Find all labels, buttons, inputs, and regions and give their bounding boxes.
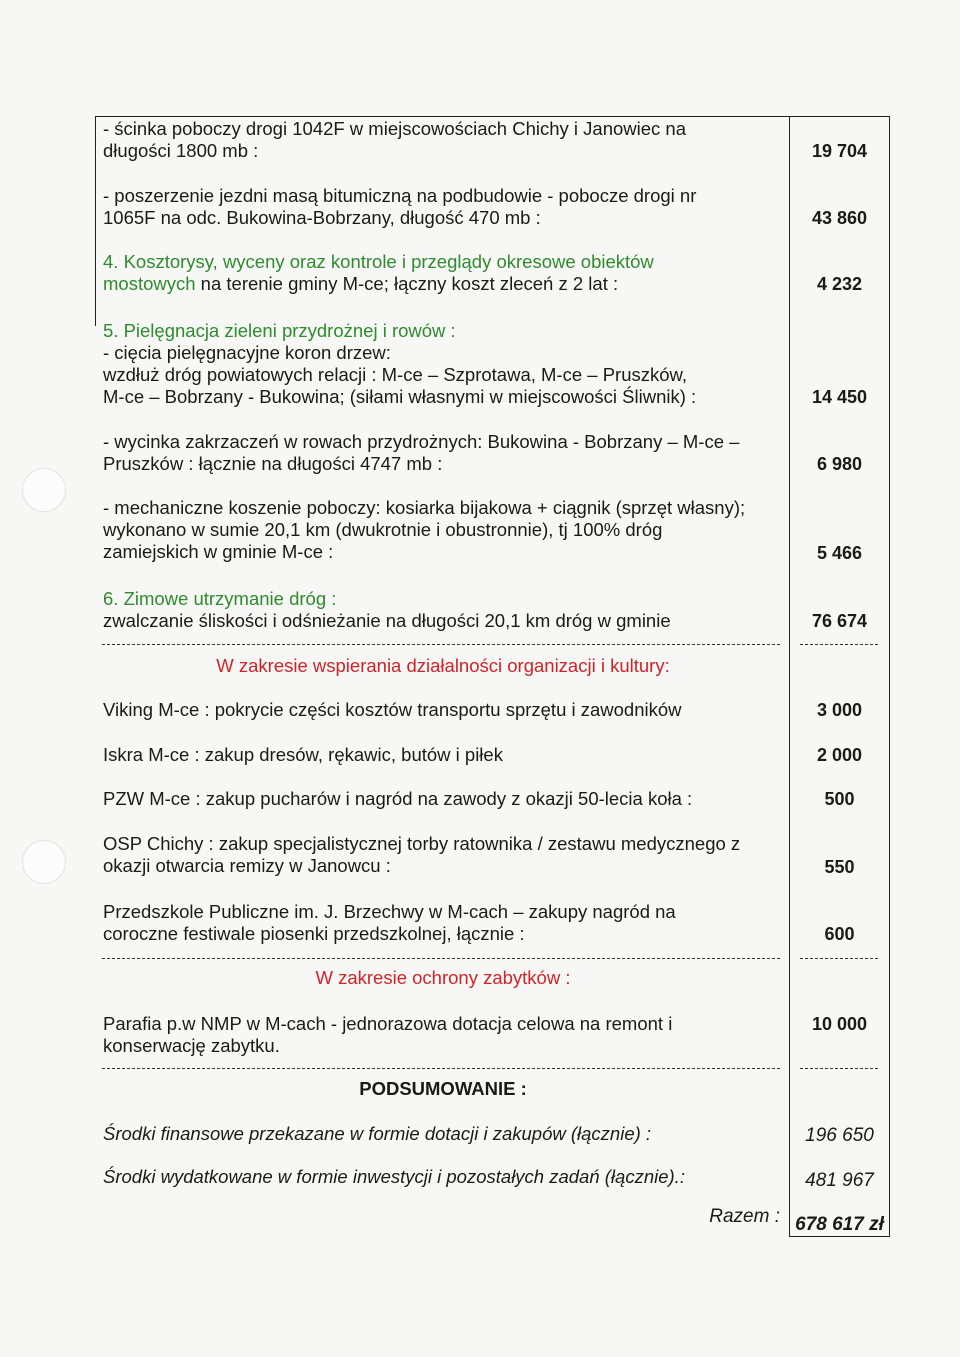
section-heading: 4. Kosztorysy, wyceny oraz kontrole i przeglądy okresowe obiektów [103,251,654,272]
summary-grants-label: Środki finansowe przekazane w formie dotacji i zakupów (łącznie) : [103,1123,652,1144]
monument-item-amount: 10 000 [811,1014,868,1034]
row-text: - ścinka poboczy drogi 1042F w miejscowościach Chichy i Janowiec na długości 1800 mb : [103,118,687,161]
culture-item: Przedszkole Publiczne im. J. Brzechwy w M-cach – zakupy nagród na coroczne festiwale piosenki przedszkolnej, łącznie : [103,901,676,944]
section-title-culture: W zakresie wspierania działalności organizacji i kultury: [216,655,670,676]
section-title-monuments: W zakresie ochrony zabytków : [315,967,571,988]
culture-item: Iskra M-ce : zakup dresów, rękawic, butów i piłek [103,744,503,765]
summary-spent-label: Środki wydatkowane w formie inwestycji i pozostałych zadań (łącznie).: [103,1166,685,1187]
summary-title: PODSUMOWANIE : [359,1078,527,1099]
frame-line-bottom [789,1236,890,1237]
row-amount: 5 466 [816,543,863,563]
dashed-separator [800,1068,878,1069]
culture-item-amount: 3 000 [816,700,863,720]
binder-hole-top [22,468,66,512]
row-amount: 76 674 [811,611,868,631]
culture-item-amount: 550 [824,857,855,877]
section-heading: 6. Zimowe utrzymanie dróg : [103,588,337,609]
row-amount: 19 704 [811,141,868,161]
binder-hole-bottom [22,840,66,884]
row-text: - wycinka zakrzaczeń w rowach przydrożnych: Bukowina - Bobrzany – M-ce – Pruszków : łącznie na długości 4747 mb : [103,431,740,474]
frame-line-amount-right [889,116,890,1237]
dashed-separator [800,958,878,959]
culture-item-amount: 500 [824,789,855,809]
row-text: - poszerzenie jezdni masą bitumiczną na podbudowie - pobocze drogi nr 1065F na odc. Bukowina-Bobrzany, długość 470 mb : [103,185,697,228]
section-heading: 5. Pielęgnacja zieleni przydrożnej i rowów : [103,320,456,341]
row-text: 4. Kosztorysy, wyceny oraz kontrole i przeglądy okresowe obiektów mostowych na terenie gminy M-ce; łączny koszt zleceń z 2 lat : [103,251,654,294]
dashed-separator [102,958,780,959]
culture-item: OSP Chichy : zakup specjalistycznej torby ratownika / zestawu medycznego z okazji otwarcia remizy w Janowcu : [103,833,741,876]
dashed-separator [102,1068,780,1069]
dashed-separator [800,644,878,645]
row-text: 5. Pielęgnacja zieleni przydrożnej i rowów : - cięcia pielęgnacyjne koron drzew: wzdłuż dróg powiatowych relacji : M-ce – Szprotawa, M-ce – Pruszków, M-ce – Bobrzany - Bukowina; (siłami własnymi w miejscowości Śliwnik) : [103,320,697,407]
summary-total-label: Razem : [709,1206,780,1227]
frame-line-top [95,116,890,117]
culture-item-amount: 2 000 [816,745,863,765]
row-amount: 6 980 [816,454,863,474]
summary-total-value: 678 617 zł [795,1214,884,1235]
row-amount: 14 450 [811,387,868,407]
culture-item: Viking M-ce : pokrycie części kosztów transportu sprzętu i zawodników [103,699,682,720]
row-text: 6. Zimowe utrzymanie dróg : zwalczanie śliskości i odśnieżanie na długości 20,1 km dróg w gminie [103,588,671,631]
row-text: - mechaniczne koszenie poboczy: kosiarka bijakowa + ciągnik (sprzęt własny); wykonano w sumie 20,1 km (dwukrotnie i obustronnie), tj 100% dróg zamiejskich w gminie M-ce : [103,497,746,562]
dashed-separator [102,644,780,645]
row-amount: 4 232 [816,274,863,294]
summary-spent-value: 481 967 [805,1170,874,1191]
culture-item: PZW M-ce : zakup pucharów i nagród na zawody z okazji 50-lecia koła : [103,788,693,809]
row-amount: 43 860 [811,208,868,228]
culture-item-amount: 600 [824,924,855,944]
summary-grants-value: 196 650 [805,1125,874,1146]
frame-line-left [95,116,96,326]
monument-item: Parafia p.w NMP w M-cach - jednorazowa dotacja celowa na remont i konserwację zabytku. [103,1013,673,1056]
